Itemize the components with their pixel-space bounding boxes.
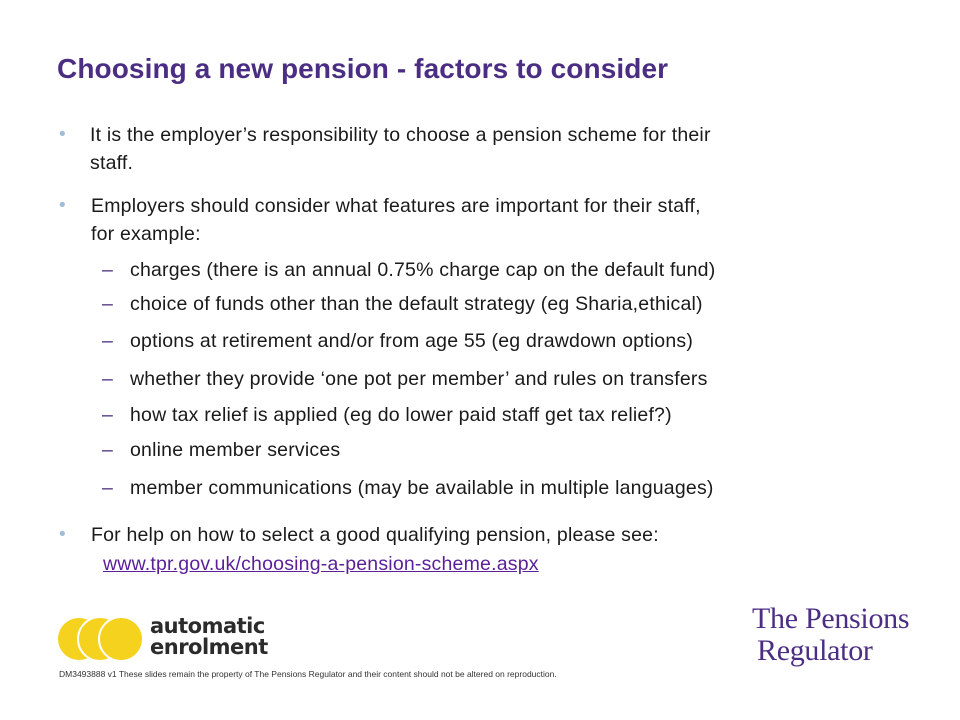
bullet-2-line-1: Employers should consider what features are important for their staff, xyxy=(91,195,701,217)
tpr-logo-line-2: Regulator xyxy=(757,634,873,667)
automatic-enrolment-wordmark xyxy=(150,616,268,658)
sub-item-dash: – xyxy=(102,330,114,352)
sub-item-dash: – xyxy=(102,439,114,461)
ae-circle-3 xyxy=(99,617,143,661)
tpr-logo-line-1: The Pensions xyxy=(752,602,910,635)
bullet-3: For help on how to select a good qualifying pension, please see: xyxy=(91,524,659,546)
sub-item-dash: – xyxy=(102,477,114,499)
sub-item-dash: – xyxy=(102,259,114,281)
sub-item-text: options at retirement and/or from age 55 (eg drawdown options) xyxy=(130,330,694,352)
bullet-1-line-2: staff. xyxy=(90,152,134,174)
sub-item-text: whether they provide ‘one pot per member’ and rules on transfers xyxy=(130,368,708,390)
slide-title: Choosing a new pension - factors to consider xyxy=(57,53,669,84)
sub-item-choice-of-funds xyxy=(102,290,703,318)
tpr-choosing-scheme-link[interactable]: www.tpr.gov.uk/choosing-a-pension-scheme.aspx xyxy=(103,553,539,575)
ae-wordmark-line-1: automatic xyxy=(150,614,265,638)
footer-disclaimer: DM3493888 v1 These slides remain the property of The Pensions Regulator and their content should not be altered on reproduction. xyxy=(59,669,557,679)
sub-item-dash: – xyxy=(102,368,114,390)
sub-item-text: member communications (may be available in multiple languages) xyxy=(130,477,714,499)
sub-item-one-pot xyxy=(102,365,708,393)
bullet-1-line-1: It is the employer’s responsibility to choose a pension scheme for their xyxy=(90,124,711,146)
bullet-2-marker: • xyxy=(59,195,66,216)
sub-item-text: online member services xyxy=(130,439,341,461)
the-pensions-regulator-logo xyxy=(752,603,909,667)
sub-item-dash: – xyxy=(102,404,114,426)
bullet-1-marker: • xyxy=(59,124,66,145)
ae-wordmark-line-2: enrolment xyxy=(150,635,268,659)
bullet-3-marker: • xyxy=(59,524,66,545)
sub-item-text: how tax relief is applied (eg do lower paid staff get tax relief?) xyxy=(130,404,672,426)
sub-item-options-at-retirement xyxy=(102,327,693,355)
sub-item-text: choice of funds other than the default strategy (eg Sharia,ethical) xyxy=(130,293,703,315)
sub-item-tax-relief xyxy=(102,401,672,429)
sub-item-text: charges (there is an annual 0.75% charge cap on the default fund) xyxy=(130,259,716,281)
sub-item-dash: – xyxy=(102,293,114,315)
bullet-2 xyxy=(91,192,701,248)
sub-item-online-services xyxy=(102,436,340,464)
bullet-1 xyxy=(90,121,711,177)
bullet-2-line-2: for example: xyxy=(91,223,201,245)
sub-item-communications xyxy=(102,474,714,502)
sub-item-charges xyxy=(102,256,715,284)
